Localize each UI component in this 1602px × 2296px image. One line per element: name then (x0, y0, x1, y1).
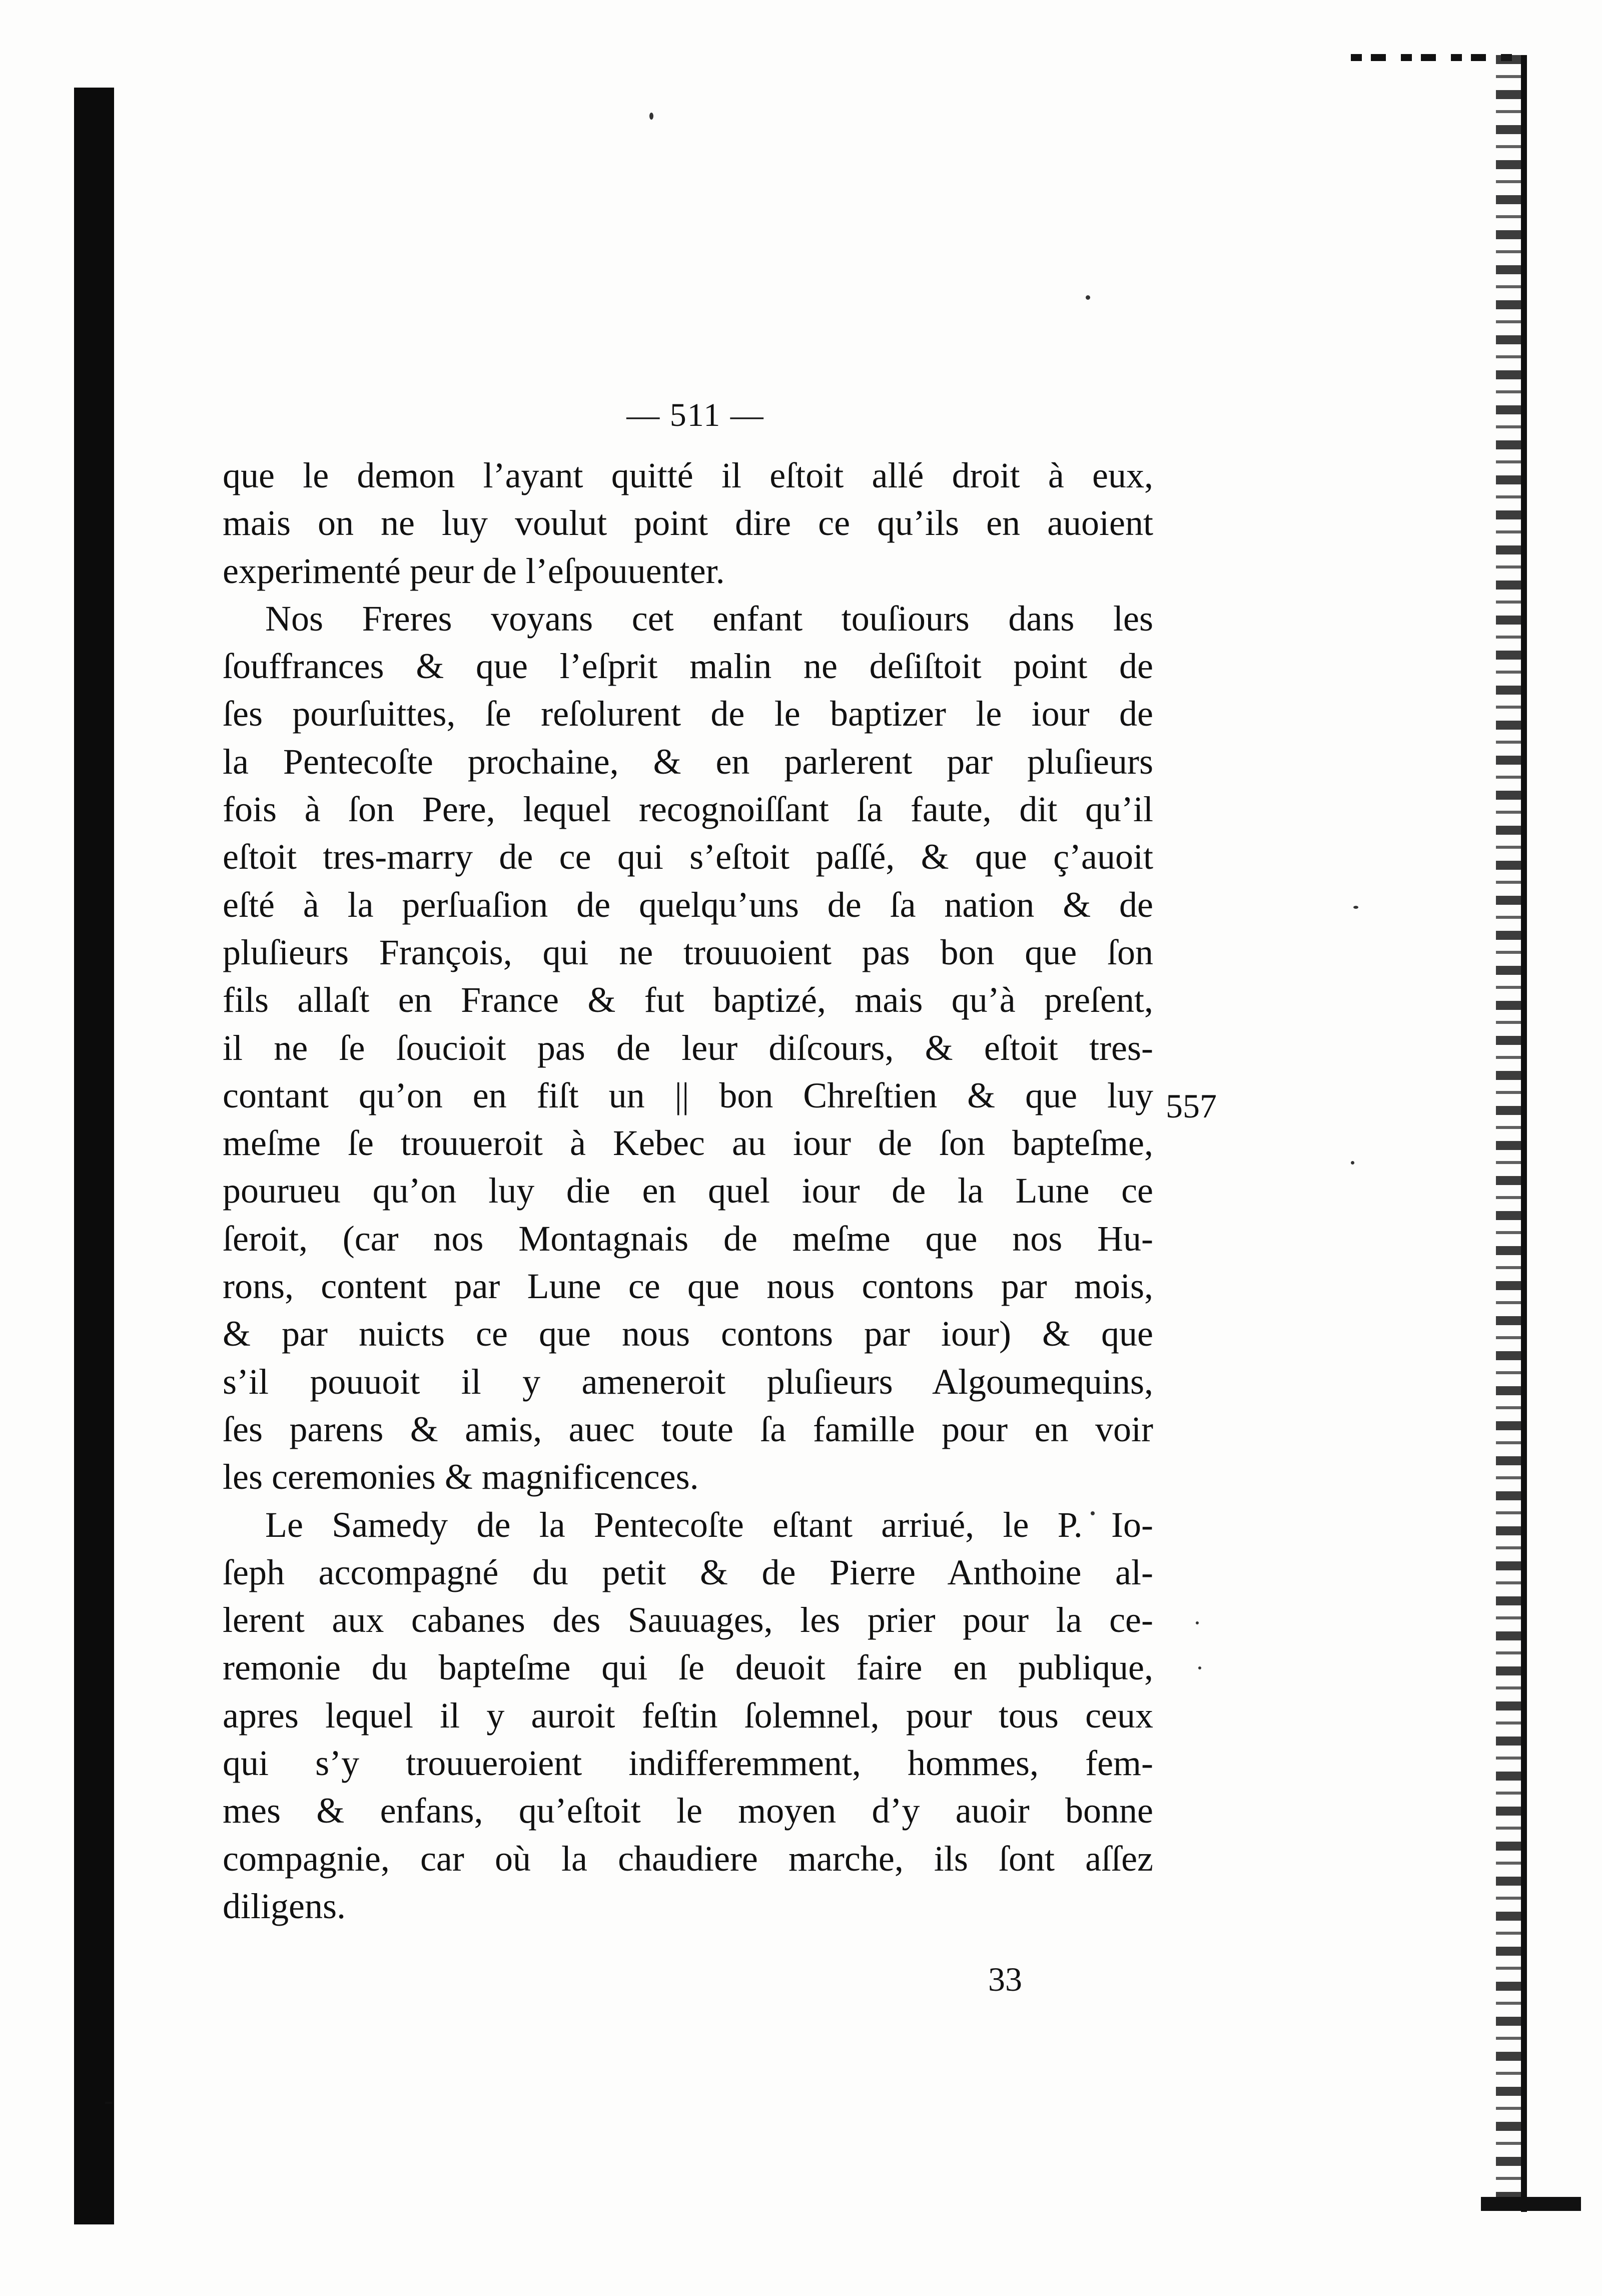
text-line: ſes parens & amis, auec toute ſa famille pour en voir (223, 1409, 1153, 1449)
text-line: diligens. (223, 1886, 346, 1926)
text-line: contant qu’on en fiſt un || bon Chreſtien & que luy (223, 1075, 1153, 1115)
scan-speck (1353, 906, 1358, 909)
scan-speck (1198, 1666, 1201, 1669)
text-line: Nos Freres voyans cet enfant touſiours dans les (265, 598, 1153, 639)
paragraph (223, 595, 1153, 1501)
body-text (223, 452, 1153, 1930)
text-line: pourueu qu’on luy die en quel iour de la Lune ce (223, 1171, 1153, 1211)
bottom-edge-mark (1481, 2197, 1581, 2211)
text-line: ſouffrances & que l’eſprit malin ne deſiſtoit point de (223, 646, 1153, 687)
text-line: la Pentecoſte prochaine, & en parlerent par pluſieurs (223, 741, 1153, 782)
text-line: compagnie, car où la chaudiere marche, ils ſont aſſez (223, 1838, 1153, 1879)
text-line: fils allaſt en France & fut baptizé, mais qu’à preſent, (223, 980, 1153, 1020)
text-line: s’il pouuoit il y ameneroit pluſieurs Algoumequins, (223, 1361, 1153, 1402)
paragraph (223, 452, 1153, 595)
left-binding-shadow (74, 88, 114, 2224)
text-line: lerent aux cabanes des Sauuages, les prier pour la ce- (223, 1600, 1153, 1640)
top-edge-marks (1351, 54, 1521, 61)
text-line: que le demon l’ayant quitté il eſtoit allé droit à eux, (223, 455, 1153, 495)
text-line: fois à ſon Pere, lequel recognoiſſant ſa faute, dit qu’il (223, 789, 1153, 830)
left-tick-mark (105, 2102, 112, 2104)
text-line: rons, content par Lune ce que nous contons par mois, (223, 1266, 1153, 1307)
text-line: mais on ne luy voulut point dire ce qu’ils en auoient (223, 503, 1153, 543)
text-line: pluſieurs François, qui ne trouuoient pas bon que ſon (223, 932, 1153, 972)
text-line: qui s’y trouueroient indifferemment, hommes, fem- (223, 1743, 1153, 1784)
text-line: & par nuicts ce que nous contons par iour) & que (223, 1314, 1153, 1354)
text-line: ſes pourſuittes, ſe reſolurent de le baptizer le iour de (223, 694, 1153, 734)
scan-speck (1196, 1621, 1199, 1624)
text-line: eſté à la perſuaſion de quelqu’uns de ſa nation & de (223, 884, 1153, 925)
page-footer-number: 33 (988, 1960, 1022, 1998)
text-line: eſtoit tres-marry de ce qui s’eſtoit paſſé, & que ç’auoit (223, 837, 1153, 877)
page-header: — 511 — (626, 397, 764, 433)
text-line: apres lequel il y auroit feſtin ſolemnel, pour tous ceux (223, 1695, 1153, 1736)
right-edge-line (1521, 55, 1527, 2212)
scan-speck (649, 113, 653, 120)
text-line: les ceremonies & magnificences. (223, 1457, 699, 1497)
scan-speck (1086, 295, 1090, 300)
text-line: il ne ſe ſoucioit pas de leur diſcours, & eſtoit tres- (223, 1027, 1153, 1068)
text-line: ſeroit, (car nos Montagnais de meſme que nos Hu- (223, 1218, 1153, 1259)
text-line: mes & enfans, qu’eſtoit le moyen d’y auoir bonne (223, 1791, 1153, 1831)
text-line: meſme ſe trouueroit à Kebec au iour de ſon bapteſme, (223, 1123, 1153, 1164)
scan-speck (1351, 1161, 1354, 1165)
text-line: ſeph accompagné du petit & de Pierre Anthoine al- (223, 1552, 1153, 1592)
text-line: Le Samedy de la Pentecoſte eſtant arriué, le P. Io- (265, 1504, 1153, 1545)
text-line: remonie du bapteſme qui ſe deuoit faire en publique, (223, 1647, 1153, 1688)
margin-page-number: 557 (1166, 1087, 1217, 1125)
text-line: experimenté peur de l’eſpouuenter. (223, 550, 725, 591)
paragraph (223, 1501, 1153, 1931)
